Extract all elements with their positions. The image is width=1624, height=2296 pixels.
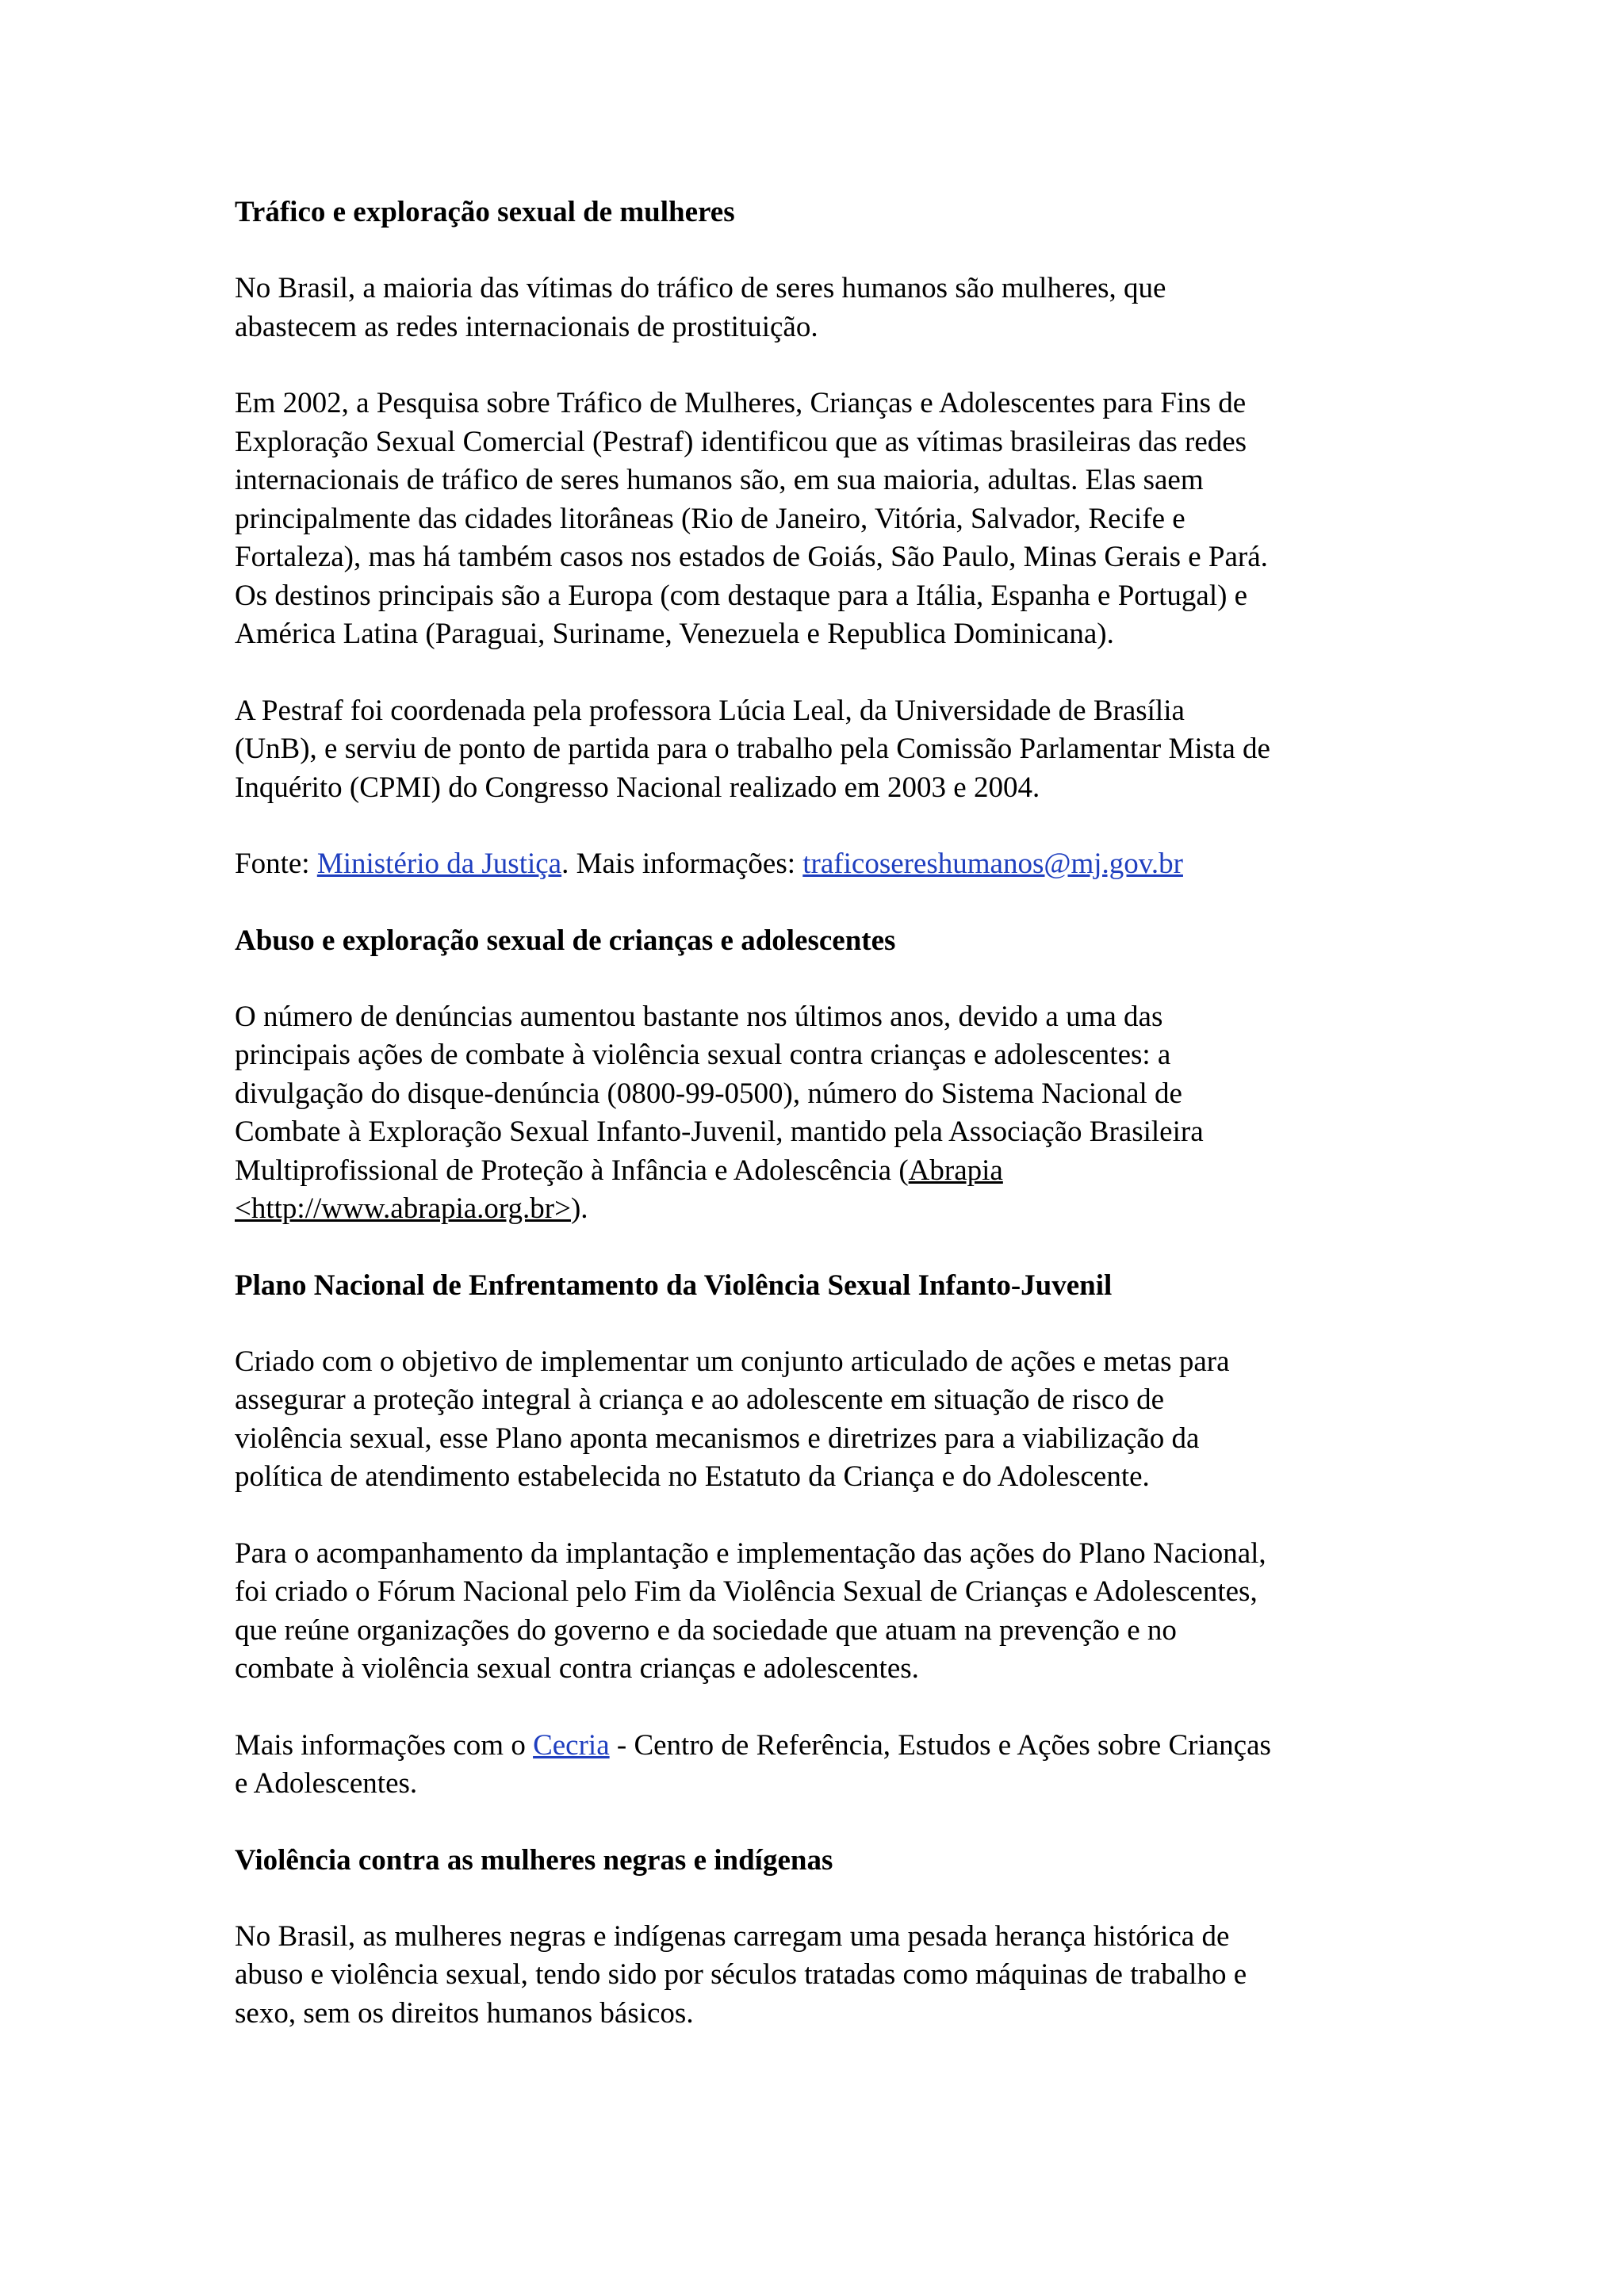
paragraph — [235, 998, 1424, 1229]
text-segment: Multiprofissional de Proteção à Infância e Adolescência ( — [235, 1154, 909, 1187]
paragraph — [235, 1343, 1424, 1497]
text-line — [235, 1727, 1424, 1766]
text-line: foi criado o Fórum Nacional pelo Fim da Violência Sexual de Crianças e Adolescentes, — [235, 1575, 1258, 1608]
text-line: No Brasil, as mulheres negras e indígenas carregam uma pesada herança histórica de — [235, 1919, 1230, 1953]
text-line: Criado com o objetivo de implementar um conjunto articulado de ações e metas para — [235, 1345, 1230, 1378]
source-line — [235, 845, 1424, 884]
text-line: abuso e violência sexual, tendo sido por séculos tratadas como máquinas de trabalho e — [235, 1958, 1247, 1991]
abrapia-url-link[interactable]: <http://www.abrapia.org.br> — [235, 1192, 571, 1225]
paragraph — [235, 1918, 1424, 2034]
text-line: que reúne organizações do governo e da sociedade que atuam na prevenção e no — [235, 1613, 1177, 1647]
text-line: principais ações de combate à violência sexual contra crianças e adolescentes: a — [235, 1039, 1171, 1071]
paragraph — [235, 1535, 1424, 1689]
text-line — [235, 1190, 1424, 1229]
source-middle: . Mais informações: — [561, 848, 803, 880]
text-segment: ). — [570, 1192, 588, 1225]
text-line: O número de denúncias aumentou bastante nos últimos anos, devido a uma das — [235, 1000, 1163, 1033]
text-line: divulgação do disque-denúncia (0800-99-0500), número do Sistema Nacional de — [235, 1077, 1182, 1110]
section-heading-trafico: Tráfico e exploração sexual de mulheres — [235, 196, 735, 228]
text-line: Em 2002, a Pesquisa sobre Tráfico de Mulheres, Crianças e Adolescentes para Fins de — [235, 387, 1247, 419]
section-heading-plano: Plano Nacional de Enfrentamento da Violência Sexual Infanto-Juvenil — [235, 1269, 1113, 1302]
text-segment: - Centro de Referência, Estudos e Ações sobre Crianças — [609, 1728, 1271, 1762]
abrapia-link[interactable]: Abrapia — [908, 1154, 1003, 1187]
paragraph — [235, 692, 1424, 808]
text-line: Fortaleza), mas há também casos nos estados de Goiás, São Paulo, Minas Gerais e Pará. — [235, 541, 1268, 573]
text-line: principalmente das cidades litorâneas (Rio de Janeiro, Vitória, Salvador, Recife e — [235, 502, 1185, 535]
paragraph — [235, 1727, 1424, 1804]
text-line: Os destinos principais são a Europa (com destaque para a Itália, Espanha e Portugal) e — [235, 579, 1248, 612]
document-page — [235, 193, 1424, 2033]
paragraph — [235, 385, 1424, 654]
text-line: América Latina (Paraguai, Suriname, Venezuela e Republica Dominicana). — [235, 618, 1114, 650]
section-heading-abuso: Abuso e exploração sexual de crianças e adolescentes — [235, 924, 896, 957]
text-line: combate à violência sexual contra crianças e adolescentes. — [235, 1652, 919, 1685]
email-link[interactable]: traficosereshumanos@mj.gov.br — [802, 848, 1183, 880]
ministerio-justica-link[interactable]: Ministério da Justiça — [316, 848, 562, 880]
source-paragraph — [235, 845, 1424, 884]
text-line — [235, 1152, 1424, 1191]
text-line: sexo, sem os direitos humanos básicos. — [235, 1996, 694, 2030]
text-line: assegurar a proteção integral à criança e ao adolescente em situação de risco de — [235, 1383, 1165, 1416]
text-line: internacionais de tráfico de seres humanos são, em sua maioria, adultas. Elas saem — [235, 464, 1204, 496]
text-line: Para o acompanhamento da implantação e implementação das ações do Plano Nacional, — [235, 1536, 1266, 1570]
text-segment: Mais informações com o — [235, 1728, 534, 1762]
text-line: (UnB), e serviu de ponto de partida para o trabalho pela Comissão Parlamentar Mista de — [235, 733, 1270, 765]
text-line: A Pestraf foi coordenada pela professora Lúcia Leal, da Universidade de Brasília — [235, 694, 1185, 727]
text-line: abastecem as redes internacionais de prostituição. — [235, 310, 818, 343]
paragraph — [235, 270, 1424, 346]
section-heading-violencia: Violência contra as mulheres negras e indígenas — [235, 1843, 833, 1877]
text-line: Combate à Exploração Sexual Infanto-Juvenil, mantido pela Associação Brasileira — [235, 1115, 1204, 1148]
text-line: Inquérito (CPMI) do Congresso Nacional realizado em 2003 e 2004. — [235, 771, 1040, 804]
text-line: No Brasil, a maioria das vítimas do tráfico de seres humanos são mulheres, que — [235, 272, 1166, 304]
text-line: política de atendimento estabelecida no Estatuto da Criança e do Adolescente. — [235, 1460, 1150, 1493]
text-line: e Adolescentes. — [235, 1767, 418, 1800]
cecria-link[interactable]: Cecria — [533, 1728, 610, 1762]
text-line: violência sexual, esse Plano aponta mecanismos e diretrizes para a viabilização da — [235, 1422, 1200, 1455]
source-prefix: Fonte: — [235, 848, 317, 880]
text-line: Exploração Sexual Comercial (Pestraf) identificou que as vítimas brasileiras das redes — [235, 425, 1247, 458]
